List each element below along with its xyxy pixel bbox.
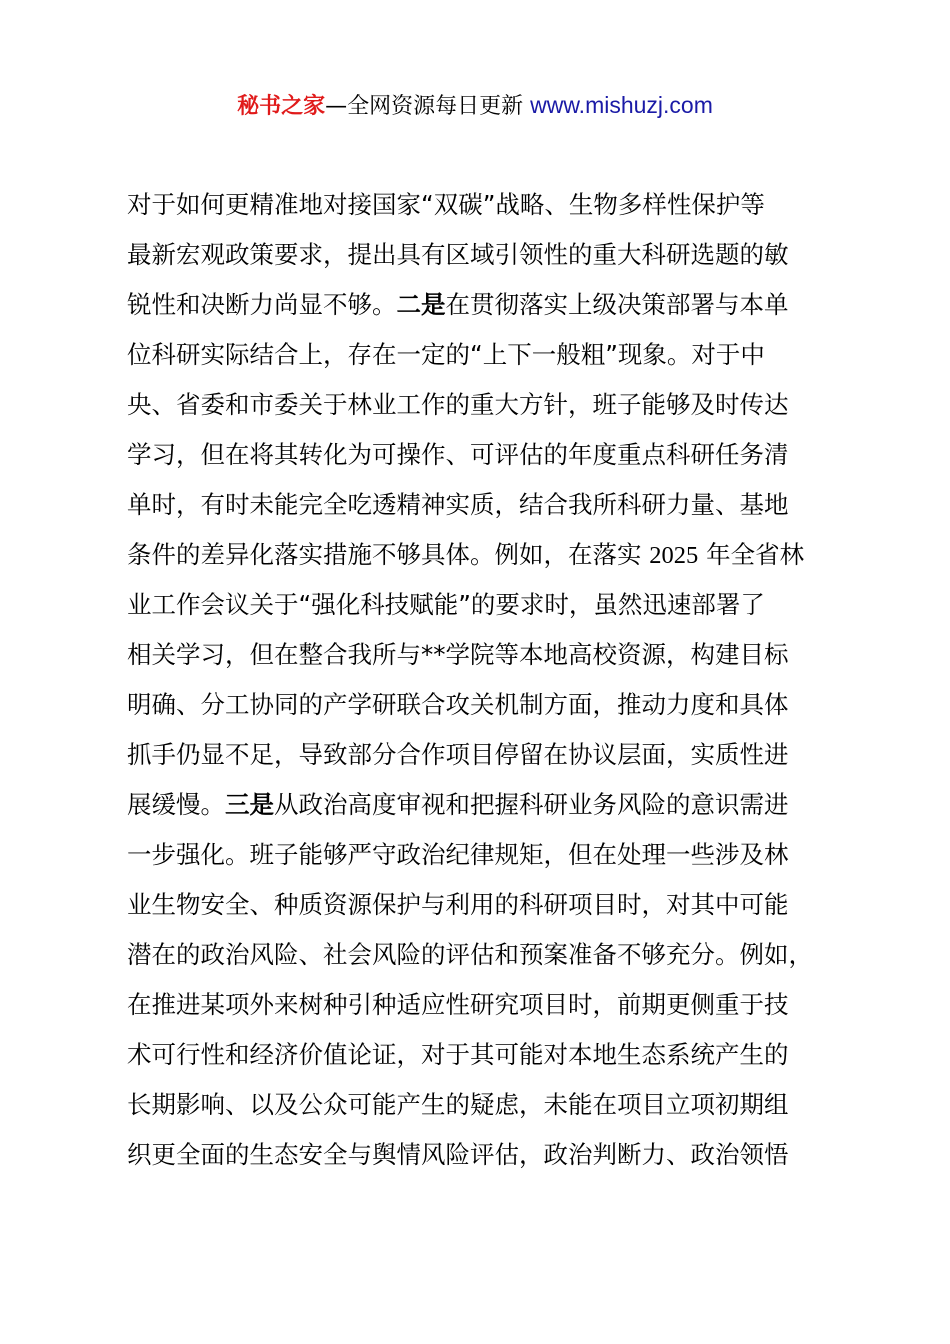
text-segment: 从政治高度审视和把握科研业务风险的意识需进 [274, 790, 789, 819]
text-segment: 在推进某项外来树种引种适应性研究项目时，前期更侧重于技 [127, 990, 789, 1019]
text-segment: 长期影响、以及公众可能产生的疑虑，未能在项目立项初期组 [127, 1090, 789, 1119]
text-segment: 潜在的政治风险、社会风险的评估和预案准备不够充分。例如， [127, 940, 813, 969]
text-segment: 明确、分工协同的产学研联合攻关机制方面，推动力度和具体 [127, 690, 789, 719]
text-line [127, 680, 847, 730]
text-line [127, 330, 847, 380]
text-segment: 业工作会议关于“强化科技赋能”的要求时，虽然迅速部署了 [127, 590, 765, 619]
text-segment: 一步强化。班子能够严守政治纪律规矩，但在处理一些涉及林 [127, 840, 789, 869]
text-segment: 单时，有时未能完全吃透精神实质，结合我所科研力量、基地 [127, 490, 789, 519]
text-segment: 学习，但在将其转化为可操作、可评估的年度重点科研任务清 [127, 440, 789, 469]
text-line [127, 480, 847, 530]
text-line [127, 1130, 847, 1180]
text-segment: 央、省委和市委关于林业工作的重大方针，班子能够及时传达 [127, 390, 789, 419]
text-line [127, 930, 847, 980]
text-segment: 在贯彻落实上级决策部署与本单 [445, 290, 789, 319]
text-line [127, 430, 847, 480]
text-line [127, 280, 847, 330]
text-line [127, 580, 847, 630]
text-line [127, 730, 847, 780]
text-segment: 织更全面的生态安全与舆情风险评估，政治判断力、政治领悟 [127, 1140, 789, 1169]
text-segment: 条件的差异化落实措施不够具体。例如，在落实 [127, 540, 650, 569]
text-line [127, 180, 847, 230]
text-segment: 抓手仍显不足，导致部分合作项目停留在协议层面，实质性进 [127, 740, 789, 769]
text-line [127, 980, 847, 1030]
text-segment: 对于如何更精准地对接国家“双碳”战略、生物多样性保护等 [127, 190, 765, 219]
text-line [127, 230, 847, 280]
text-line [127, 830, 847, 880]
text-line [127, 530, 847, 580]
bold-heading-marker: 三是 [225, 790, 274, 819]
text-segment: 业生物安全、种质资源保护与利用的科研项目时，对其中可能 [127, 890, 789, 919]
text-segment: 2025 [649, 542, 699, 569]
text-line [127, 1080, 847, 1130]
text-line [127, 780, 847, 830]
text-line [127, 380, 847, 430]
text-segment: 展缓慢。 [127, 790, 225, 819]
site-url-link[interactable]: www.mishuzj.com [530, 92, 713, 118]
brand-name: 秘书之家 [237, 94, 326, 119]
bold-heading-marker: 二是 [396, 290, 446, 319]
header-tagline: —全网资源每日更新 [325, 94, 531, 119]
body-text [127, 180, 847, 1180]
text-line [127, 630, 847, 680]
text-segment: 最新宏观政策要求，提出具有区域引领性的重大科研选题的敏 [127, 240, 789, 269]
text-line [127, 880, 847, 930]
text-segment: 相关学习，但在整合我所与**学院等本地高校资源，构建目标 [127, 640, 789, 669]
site-header [0, 88, 950, 124]
text-segment: 锐性和决断力尚显不够。 [127, 290, 397, 319]
text-segment: 年全省林 [698, 540, 805, 569]
text-segment: 术可行性和经济价值论证，对于其可能对本地生态系统产生的 [127, 1040, 789, 1069]
text-line [127, 1030, 847, 1080]
text-segment: 位科研实际结合上，存在一定的“上下一般粗”现象。对于中 [127, 340, 765, 369]
